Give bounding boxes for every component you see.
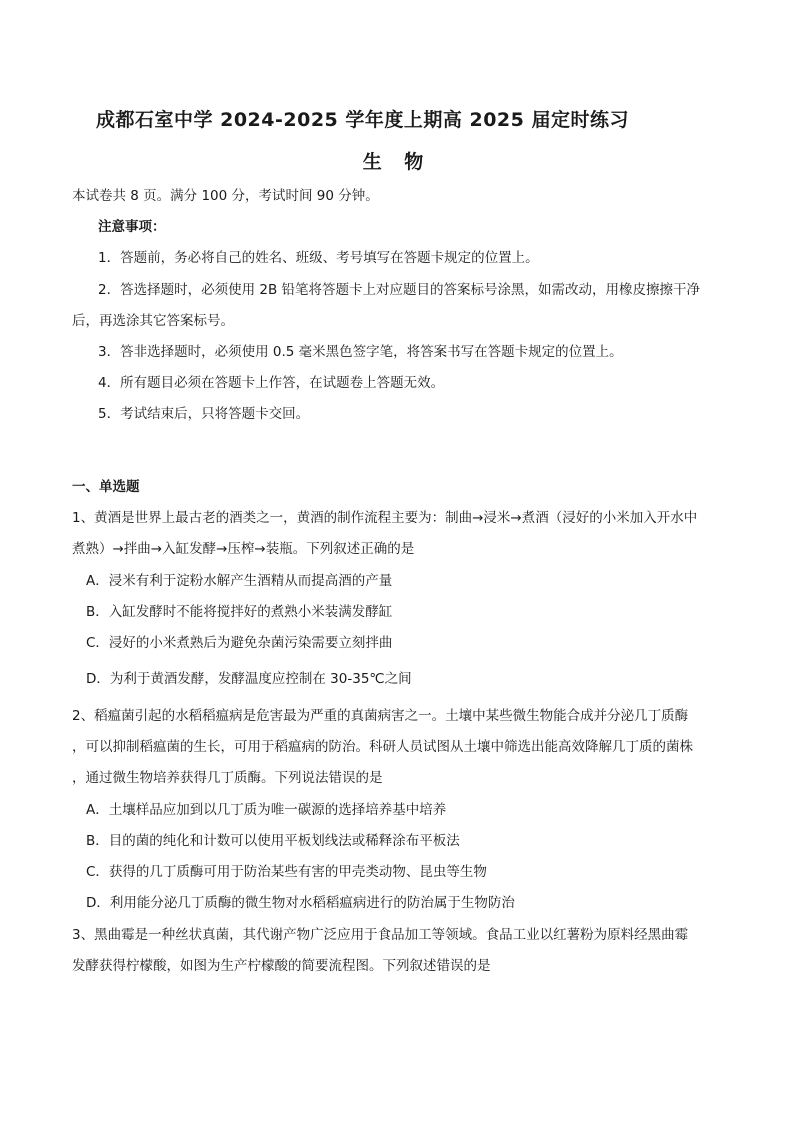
question-stem: ，通过微生物培养获得几丁质酶。下列说法错误的是 xyxy=(72,770,383,786)
notice-item: 3．答非选择题时，必须使用 0.5 毫米黑色签字笔，将答案书写在答题卡规定的位置上。 xyxy=(98,344,623,360)
question-option: C．浸好的小米煮熟后为避免杂菌污染需要立刻拌曲 xyxy=(86,635,393,651)
exam-subject: 生 物 xyxy=(362,151,432,173)
notice-heading: 注意事项： xyxy=(98,219,166,235)
question-stem: 3、黑曲霉是一种丝状真菌，其代谢产物广泛应用于食品加工等领域。食品工业以红薯粉为原料经黑曲霉 xyxy=(72,927,689,943)
question-option: A．浸米有利于淀粉水解产生酒精从而提高酒的产量 xyxy=(86,573,393,589)
notice-item: 5．考试结束后，只将答题卡交回。 xyxy=(98,406,310,422)
question-option: D．为利于黄酒发酵，发酵温度应控制在 30-35℃之间 xyxy=(86,671,412,687)
exam-intro: 本试卷共 8 页。满分 100 分，考试时间 90 分钟。 xyxy=(72,188,379,204)
question-stem: 2、稻瘟菌引起的水稻稻瘟病是危害最为严重的真菌病害之一。土壤中某些微生物能合成并分泌几丁质酶 xyxy=(72,708,689,724)
exam-title: 成都石室中学 2024-2025 学年度上期高 2025 届定时练习 xyxy=(96,109,629,131)
question-option: C．获得的几丁质酶可用于防治某些有害的甲壳类动物、昆虫等生物 xyxy=(86,864,487,880)
question-stem: 煮熟）→拌曲→入缸发酵→压榨→装瓶。下列叙述正确的是 xyxy=(72,541,415,557)
notice-item: 1．答题前，务必将自己的姓名、班级、考号填写在答题卡规定的位置上。 xyxy=(98,250,539,266)
question-option: D．利用能分泌几丁质酶的微生物对水稻稻瘟病进行的防治属于生物防治 xyxy=(86,895,515,911)
question-option: B．目的菌的纯化和计数可以使用平板划线法或稀释涂布平板法 xyxy=(86,833,460,849)
notice-item: 4．所有题目必须在答题卡上作答，在试题卷上答题无效。 xyxy=(98,375,445,391)
question-stem: 发酵获得柠檬酸，如图为生产柠檬酸的简要流程图。下列叙述错误的是 xyxy=(72,958,491,974)
notice-item-continuation: 后，再选涂其它答案标号。 xyxy=(72,313,234,329)
question-stem: ，可以抑制稻瘟菌的生长，可用于稻瘟病的防治。科研人员试图从土壤中筛选出能高效降解几丁质的菌株 xyxy=(72,739,693,755)
question-option: A．土壤样品应加到以几丁质为唯一碳源的选择培养基中培养 xyxy=(86,802,447,818)
question-stem: 1、黄酒是世界上最古老的酒类之一，黄酒的制作流程主要为：制曲→浸米→煮酒（浸好的小米加入开水中 xyxy=(72,510,698,526)
question-option: B．入缸发酵时不能将搅拌好的煮熟小米装满发酵缸 xyxy=(86,604,393,620)
section-heading: 一、单选题 xyxy=(72,479,140,495)
notice-item: 2．答选择题时，必须使用 2B 铅笔将答题卡上对应题目的答案标号涂黑，如需改动，用橡皮擦擦干净 xyxy=(98,282,701,298)
